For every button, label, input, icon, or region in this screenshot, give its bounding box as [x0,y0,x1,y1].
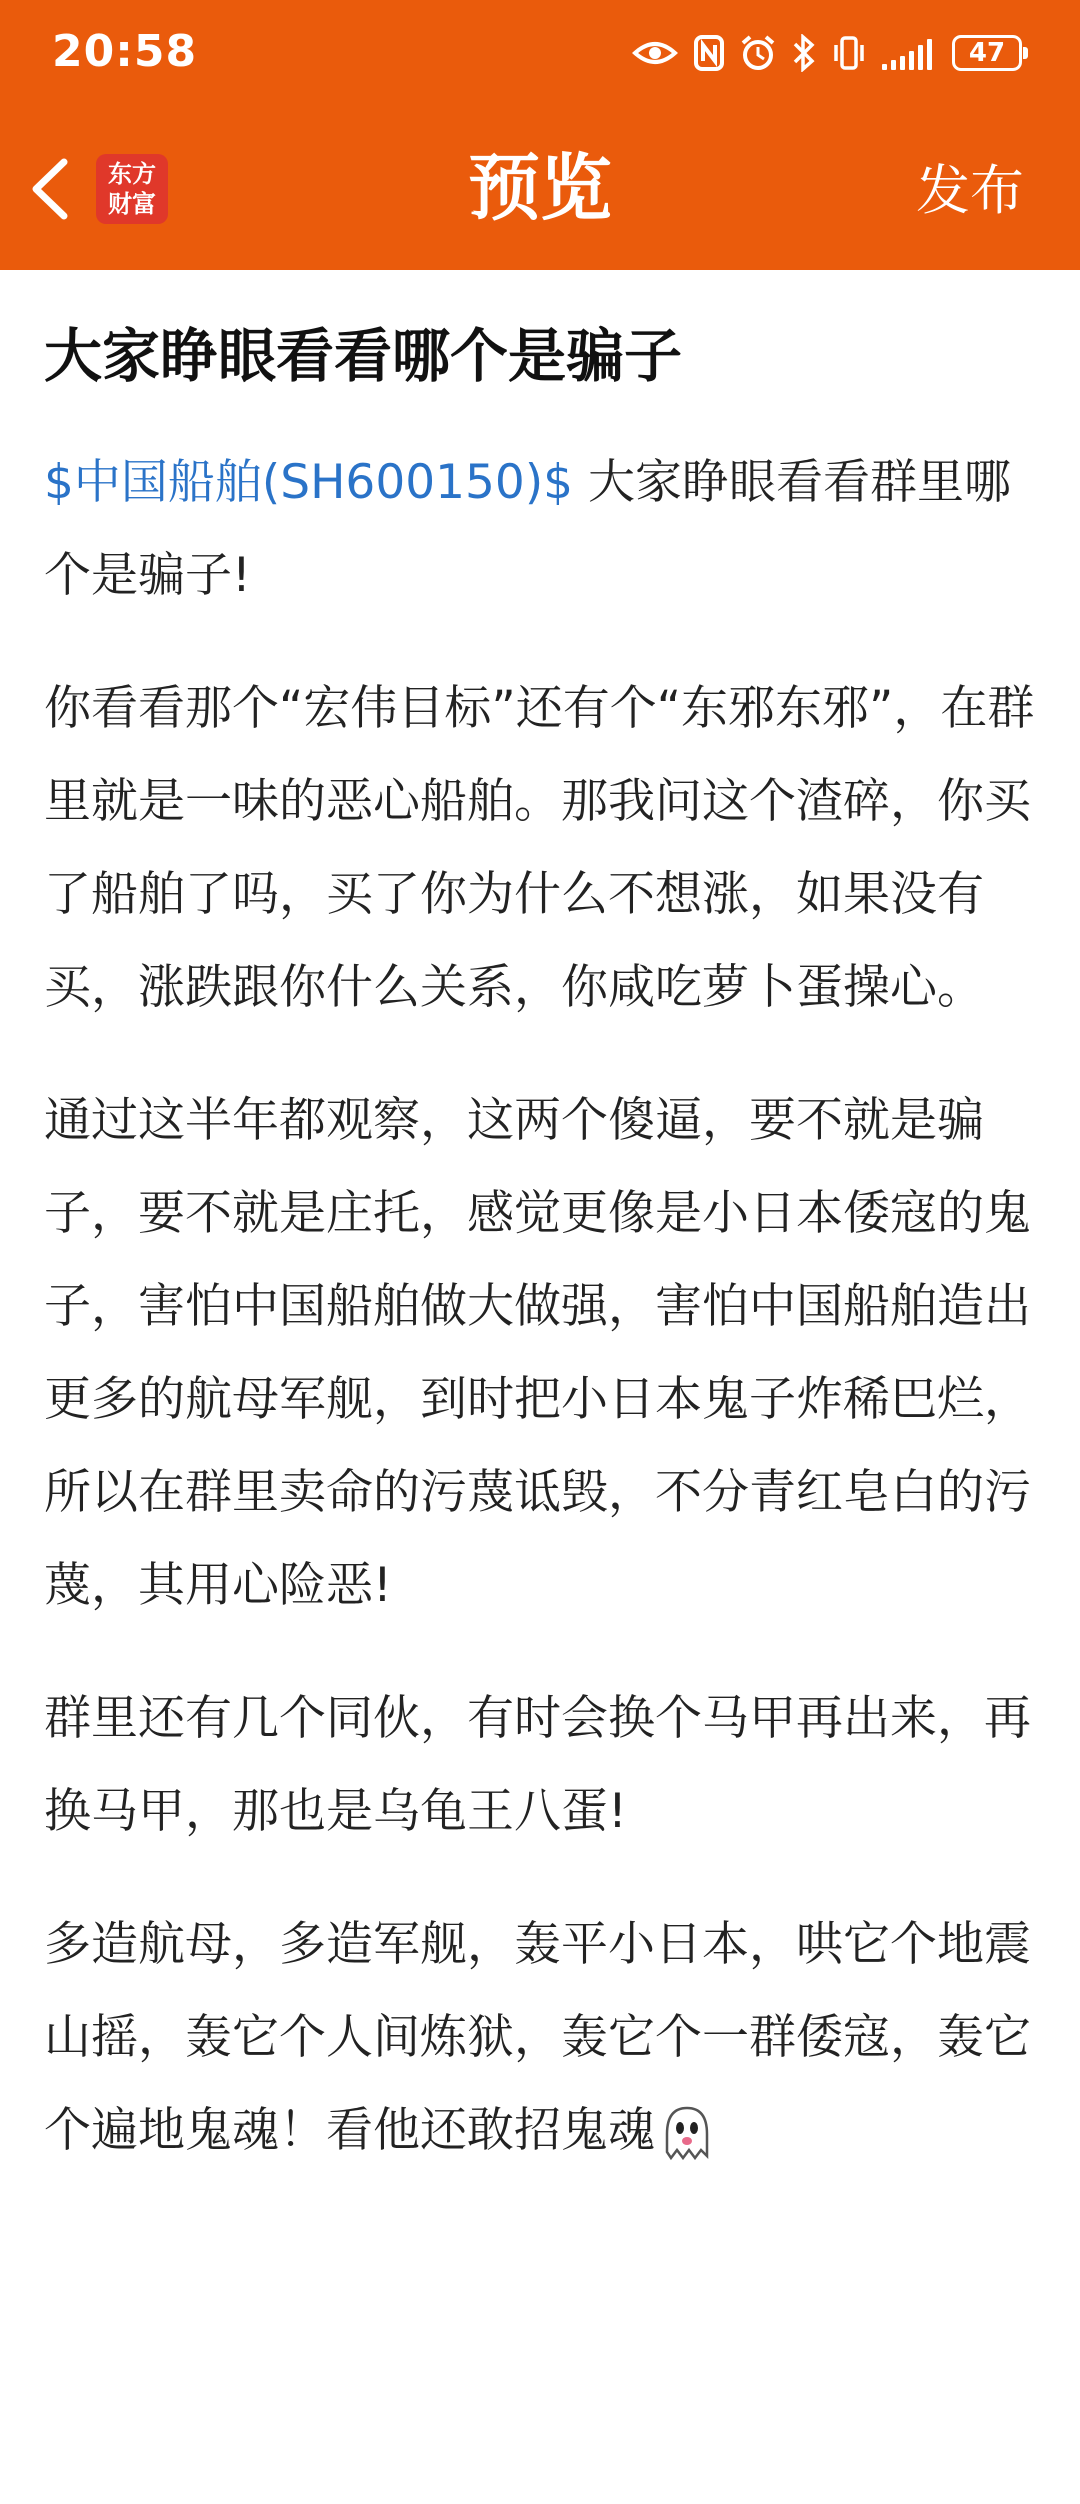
status-icons [616,28,1022,78]
paragraph-5 [44,1898,1038,2177]
nav-bar [0,104,1080,270]
status-bar [0,0,1080,104]
bluetooth-icon [792,34,816,72]
header [0,0,1080,270]
paragraph-1 [44,436,1038,622]
paragraph-4: 群里还有几个同伙，有时会换个马甲再出来，再换马甲，那也是乌龟王八蛋! [44,1691,1031,1839]
eye-icon [632,38,678,68]
publish-button[interactable]: 发布 [916,159,1024,222]
status-time: 20:58 [52,26,198,77]
paragraph-5-text: 多造航母，多造军舰，轰平小日本，哄它个地震山摇，轰它个人间炼狱，轰它个一群倭寇，轰它个遍地鬼魂！看他还敢招鬼魂 [44,1917,1031,2158]
ghost-icon [659,2104,715,2164]
page-title: 预览 [467,146,612,230]
battery-icon: 47 [952,35,1022,71]
post-content [44,270,1038,2177]
vibrate-icon [832,35,866,71]
stock-link[interactable]: $中国船舶(SH600150)$ [44,455,574,510]
paragraph-1-text: 大家睁眼看看群里哪个是骗子! [44,455,1012,603]
alarm-icon [740,35,776,71]
nfc-icon [694,35,724,71]
paragraph-2: 你看看那个“宏伟目标”还有个“东邪东邪”，在群里就是一味的恶心船舶。那我问这个渣碎，你买了船舶了吗，买了你为什么不想涨，如果没有买，涨跌跟你什么关系，你咸吃萝卜蛋操心。 [44,681,1035,1015]
logo-line1: 东方 [108,160,156,188]
paragraph-3: 通过这半年都观察，这两个傻逼，要不就是骗子，要不就是庄托，感觉更像是小日本倭寇的鬼子，害怕中国船舶做大做强，害怕中国船舶造出更多的航母军舰，到时把小日本鬼子炸稀巴烂，所以在群里卖命的污蔑诋毁，不分青红皂白的污蔑，其用心险恶! [44,1093,1031,1613]
signal-icon [882,36,936,70]
logo-line2: 财富 [108,190,156,218]
post-title: 大家睁眼看看哪个是骗子 [44,322,683,390]
